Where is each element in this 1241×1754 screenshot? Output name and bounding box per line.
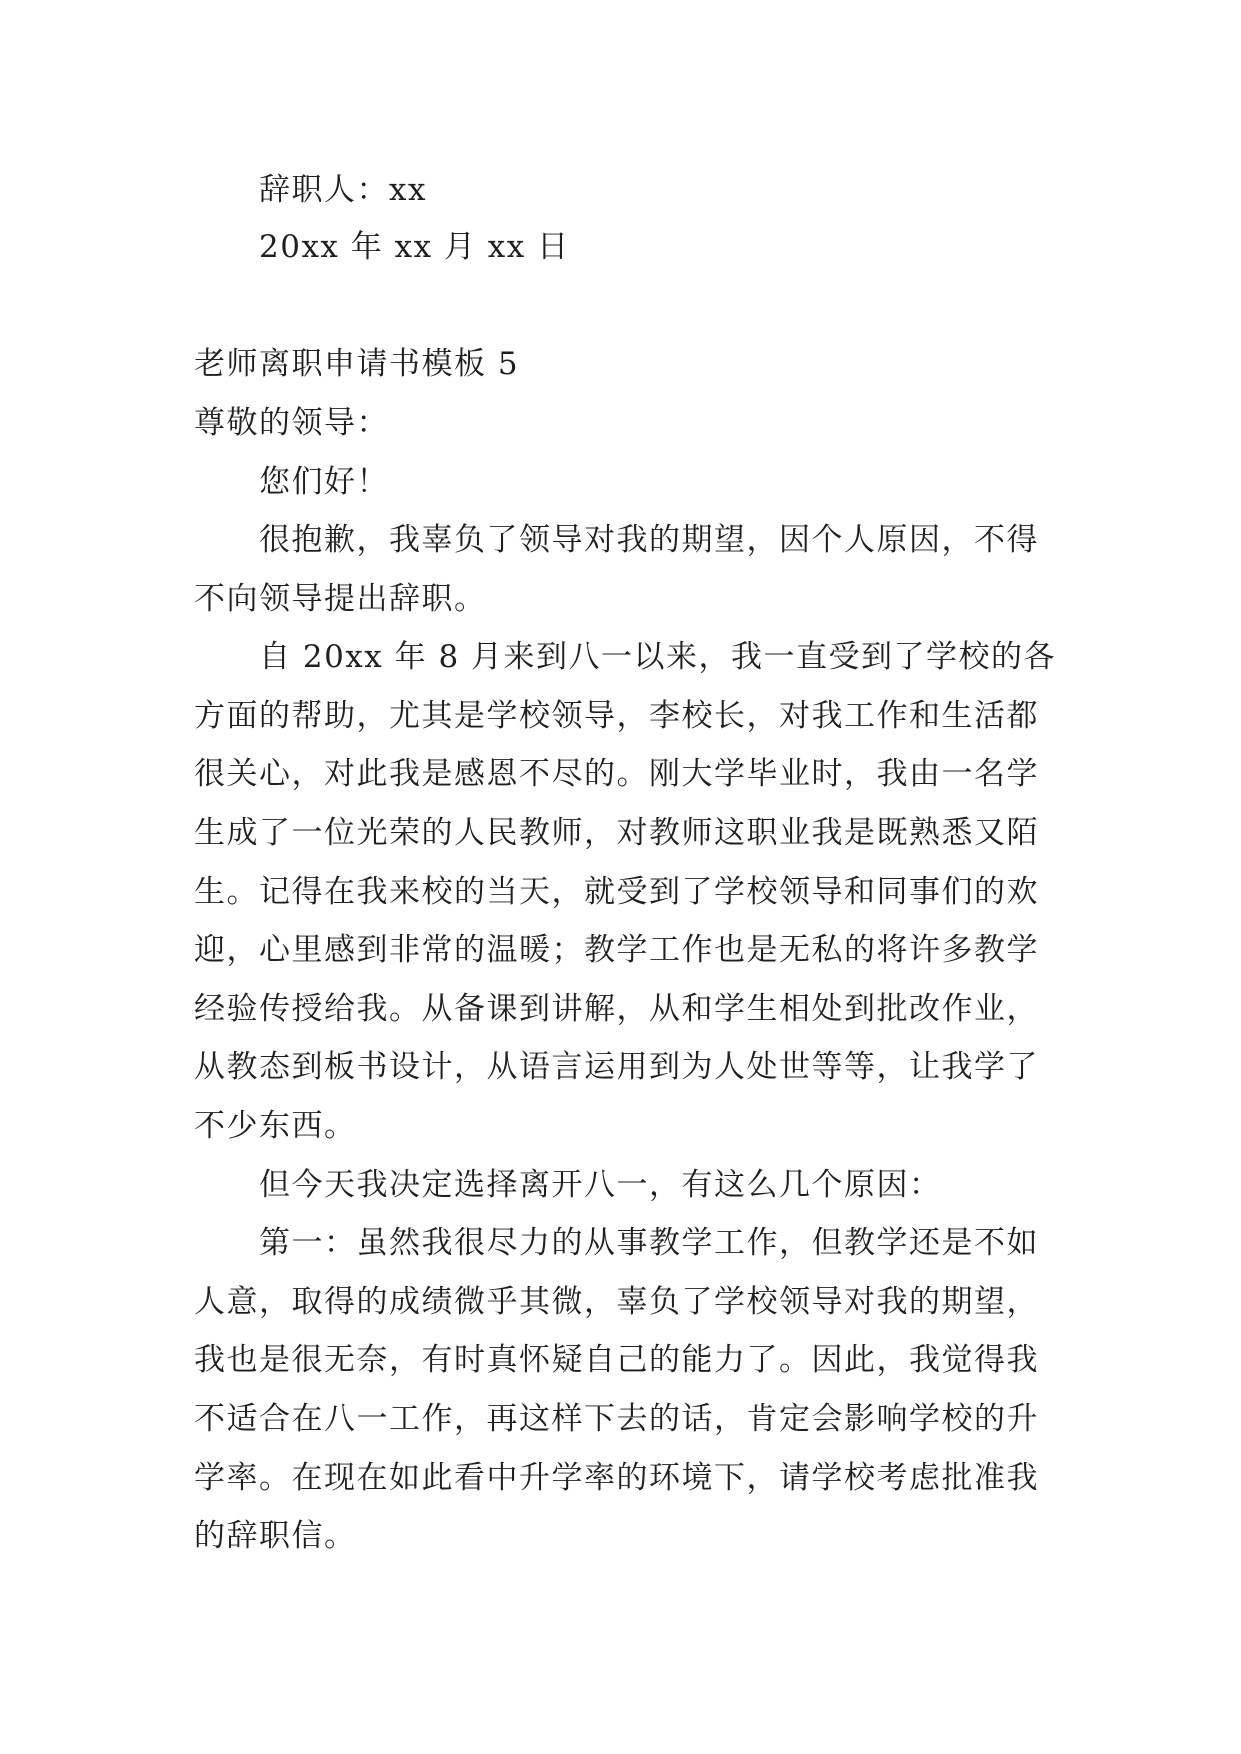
- paragraph-4-line: 我也是很无奈，有时真怀疑自己的能力了。因此，我觉得我: [194, 1342, 1039, 1378]
- paragraph-2-line: 自 20xx 年 8 月来到八一以来，我一直受到了学校的各: [259, 639, 1057, 675]
- greeting: 您们好！: [259, 464, 389, 500]
- paragraph-2-line: 迎，心里感到非常的温暖；教学工作也是无私的将许多教学: [194, 932, 1039, 968]
- paragraph-2-line: 经验传授给我。从备课到讲解，从和学生相处到批改作业，: [194, 991, 1039, 1027]
- date-line: 20xx 年 xx 月 xx 日: [259, 229, 570, 265]
- paragraph-2-line: 很关心，对此我是感恩不尽的。刚大学毕业时，我由一名学: [194, 756, 1039, 792]
- paragraph-1-line: 很抱歉，我辜负了领导对我的期望，因个人原因，不得: [259, 522, 1039, 558]
- paragraph-4-line: 学率。在现在如此看中升学率的环境下，请学校考虑批准我: [194, 1460, 1039, 1496]
- paragraph-1-line: 不向领导提出辞职。: [194, 581, 487, 617]
- paragraph-2-line: 不少东西。: [194, 1108, 357, 1144]
- paragraph-4-line: 的辞职信。: [194, 1518, 357, 1554]
- paragraph-4-line: 不适合在八一工作，再这样下去的话，肯定会影响学校的升: [194, 1401, 1039, 1437]
- paragraph-4-line: 人意，取得的成绩微乎其微，辜负了学校领导对我的期望，: [194, 1284, 1039, 1320]
- letter-title: 老师离职申请书模板 5: [194, 346, 520, 382]
- paragraph-2-line: 生。记得在我来校的当天，就受到了学校领导和同事们的欢: [194, 874, 1039, 910]
- salutation: 尊敬的领导：: [194, 405, 389, 441]
- paragraph-2-line: 生成了一位光荣的人民教师，对教师这职业我是既熟悉又陌: [194, 815, 1039, 851]
- paragraph-2-line: 从教态到板书设计，从语言运用到为人处世等等，让我学了: [194, 1049, 1039, 1085]
- paragraph-4-line: 第一：虽然我很尽力的从事教学工作，但教学还是不如: [259, 1225, 1039, 1261]
- paragraph-2-line: 方面的帮助，尤其是学校领导，李校长，对我工作和生活都: [194, 698, 1039, 734]
- signer-line: 辞职人：xx: [259, 172, 427, 208]
- paragraph-3-line: 但今天我决定选择离开八一，有这么几个原因：: [259, 1167, 942, 1203]
